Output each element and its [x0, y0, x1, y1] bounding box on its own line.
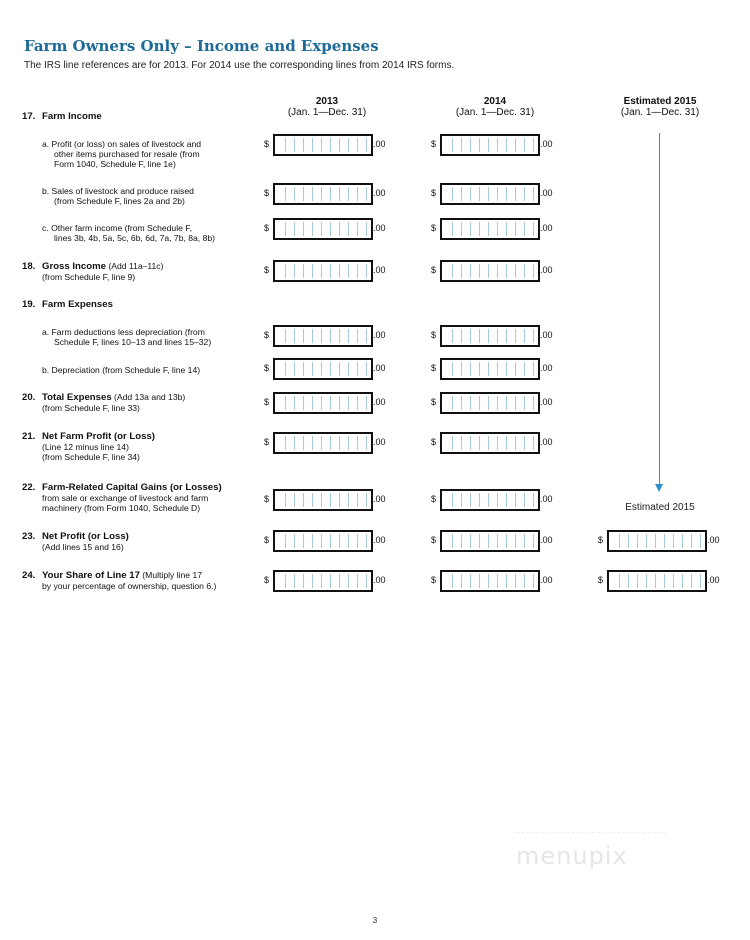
dollar-sign: $	[431, 363, 437, 373]
cents-suffix: .00	[373, 535, 386, 545]
amount-input[interactable]	[440, 183, 540, 205]
section-sub: from sale or exchange of livestock and farm	[42, 493, 209, 503]
column-range: (Jan. 1—Dec. 31)	[287, 107, 367, 118]
cents-suffix: .00	[540, 139, 553, 149]
amount-input[interactable]	[273, 325, 373, 347]
dollar-sign: $	[431, 188, 437, 198]
cents-suffix: .00	[373, 494, 386, 504]
dollar-sign: $	[264, 363, 270, 373]
section-21-net-farm-profit	[22, 431, 155, 462]
section-label: Farm Expenses	[42, 299, 113, 310]
section-23-net-profit	[22, 531, 129, 552]
estimated-2015-label: Estimated 2015	[625, 502, 695, 513]
section-number: 19.	[22, 299, 36, 310]
column-range: (Jan. 1—Dec. 31)	[455, 107, 535, 118]
cents-suffix: .00	[540, 535, 553, 545]
line-text: other items purchased for resale (from	[54, 149, 200, 159]
amount-input[interactable]	[273, 432, 373, 454]
cents-suffix: .00	[373, 397, 386, 407]
watermark-divider	[516, 832, 666, 833]
line-17a-label	[42, 139, 201, 169]
section-note: (Multiply line 17	[139, 570, 203, 580]
section-label: Farm Income	[42, 111, 102, 122]
line-text: (from Schedule F, lines 2a and 2b)	[54, 196, 185, 206]
section-sub: (from Schedule F, line 33)	[42, 403, 140, 413]
amount-input[interactable]	[440, 358, 540, 380]
watermark: menupix	[516, 842, 628, 870]
page-number: 3	[372, 916, 378, 925]
cents-suffix: .00	[373, 363, 386, 373]
line-19b-label	[42, 365, 200, 375]
amount-input[interactable]	[440, 489, 540, 511]
section-number: 18.	[22, 261, 36, 272]
amount-input[interactable]	[273, 358, 373, 380]
column-header-2014	[440, 96, 550, 118]
dollar-sign: $	[431, 535, 437, 545]
amount-input[interactable]	[273, 218, 373, 240]
cents-suffix: .00	[373, 575, 386, 585]
cents-suffix: .00	[373, 139, 386, 149]
down-arrow-icon	[655, 484, 663, 492]
cents-suffix: .00	[540, 330, 553, 340]
cents-suffix: .00	[540, 437, 553, 447]
dollar-sign: $	[264, 188, 270, 198]
dollar-sign: $	[431, 575, 437, 585]
amount-input[interactable]	[440, 392, 540, 414]
section-19-farm-expenses	[22, 299, 113, 310]
amount-input[interactable]	[440, 134, 540, 156]
amount-input[interactable]	[273, 260, 373, 282]
cents-suffix: .00	[373, 188, 386, 198]
line-19a-label	[42, 327, 211, 347]
section-sub: (from Schedule F, line 9)	[42, 272, 136, 282]
dollar-sign: $	[431, 330, 437, 340]
section-note: (Add 11a–11c)	[105, 261, 164, 271]
dollar-sign: $	[264, 437, 270, 447]
line-text: Form 1040, Schedule F, line 1e)	[54, 159, 176, 169]
dollar-sign: $	[264, 139, 270, 149]
dollar-sign: $	[431, 265, 437, 275]
amount-input[interactable]	[440, 260, 540, 282]
page-subtitle: The IRS line references are for 2013. For 2014 use the corresponding lines from 2014 IRS forms.	[24, 60, 455, 71]
section-note: (Add 13a and 13b)	[111, 392, 186, 402]
section-number: 17.	[22, 111, 36, 122]
dollar-sign: $	[264, 223, 270, 233]
dollar-sign: $	[264, 535, 270, 545]
cents-suffix: .00	[540, 188, 553, 198]
amount-input[interactable]	[607, 530, 707, 552]
dollar-sign: $	[264, 397, 270, 407]
section-22-capital-gains	[22, 482, 222, 513]
dollar-sign: $	[264, 575, 270, 585]
section-label: Net Farm Profit (or Loss)	[42, 431, 156, 442]
section-number: 23.	[22, 531, 36, 542]
section-label: Your Share of Line 17	[42, 570, 140, 581]
cents-suffix: .00	[373, 223, 386, 233]
dollar-sign: $	[264, 330, 270, 340]
amount-input[interactable]	[273, 183, 373, 205]
dollar-sign: $	[264, 494, 270, 504]
dollar-sign: $	[598, 575, 604, 585]
section-number: 20.	[22, 392, 36, 403]
line-text: c. Other farm income (from Schedule F,	[42, 223, 192, 233]
amount-input[interactable]	[440, 530, 540, 552]
line-text: Schedule F, lines 10–13 and lines 15–32)	[54, 337, 212, 347]
cents-suffix: .00	[373, 437, 386, 447]
dollar-sign: $	[431, 397, 437, 407]
dollar-sign: $	[431, 437, 437, 447]
column-year: 2013	[315, 96, 339, 107]
section-sub: machinery (from Form 1040, Schedule D)	[42, 503, 201, 513]
amount-input[interactable]	[440, 218, 540, 240]
column-year: Estimated 2015	[623, 96, 697, 107]
cents-suffix: .00	[373, 330, 386, 340]
section-number: 21.	[22, 431, 36, 442]
section-sub: (Add lines 15 and 16)	[42, 542, 124, 552]
cents-suffix: .00	[540, 265, 553, 275]
section-24-your-share	[22, 570, 216, 591]
cents-suffix: .00	[540, 397, 553, 407]
section-label: Net Profit (or Loss)	[42, 531, 129, 542]
section-label: Gross Income	[42, 261, 106, 272]
line-text: b. Depreciation (from Schedule F, line 14)	[42, 365, 201, 375]
section-number: 22.	[22, 482, 36, 493]
line-17b-label	[42, 186, 194, 206]
section-label: Total Expenses	[42, 392, 112, 403]
section-number: 24.	[22, 570, 36, 581]
line-text: lines 3b, 4b, 5a, 5c, 6b, 6d, 7a, 7b, 8a, 8b)	[54, 233, 216, 243]
amount-input[interactable]	[440, 570, 540, 592]
page-title: Farm Owners Only – Income and Expenses	[24, 37, 379, 55]
cents-suffix: .00	[373, 265, 386, 275]
column-header-2013	[272, 96, 382, 118]
section-20-total-expenses	[22, 392, 185, 413]
section-17-farm-income	[22, 111, 102, 122]
cents-suffix: .00	[540, 494, 553, 504]
dollar-sign: $	[431, 139, 437, 149]
dollar-sign: $	[431, 223, 437, 233]
line-text: a. Farm deductions less depreciation (from	[42, 327, 205, 337]
line-text: a. Profit (or loss) on sales of livestock and	[42, 139, 202, 149]
column-year: 2014	[483, 96, 507, 107]
column-header-estimated-2015	[605, 96, 715, 118]
section-label: Farm-Related Capital Gains (or Losses)	[42, 482, 222, 493]
amount-input[interactable]	[273, 489, 373, 511]
amount-input[interactable]	[273, 530, 373, 552]
line-text: b. Sales of livestock and produce raised	[42, 186, 194, 196]
down-arrow-line	[659, 133, 660, 486]
line-17c-label	[42, 223, 215, 243]
section-sub: (from Schedule F, line 34)	[42, 452, 140, 462]
amount-input[interactable]	[440, 432, 540, 454]
column-range: (Jan. 1—Dec. 31)	[620, 107, 700, 118]
cents-suffix: .00	[707, 575, 720, 585]
amount-input[interactable]	[440, 325, 540, 347]
cents-suffix: .00	[540, 363, 553, 373]
dollar-sign: $	[264, 265, 270, 275]
cents-suffix: .00	[540, 575, 553, 585]
dollar-sign: $	[431, 494, 437, 504]
amount-input[interactable]	[273, 570, 373, 592]
section-sub: by your percentage of ownership, question 6.)	[42, 581, 217, 591]
cents-suffix: .00	[540, 223, 553, 233]
dollar-sign: $	[598, 535, 604, 545]
section-18-gross-income	[22, 261, 163, 282]
amount-input[interactable]	[273, 392, 373, 414]
cents-suffix: .00	[707, 535, 720, 545]
amount-input[interactable]	[607, 570, 707, 592]
section-sub: (Line 12 minus line 14)	[42, 442, 129, 452]
amount-input[interactable]	[273, 134, 373, 156]
